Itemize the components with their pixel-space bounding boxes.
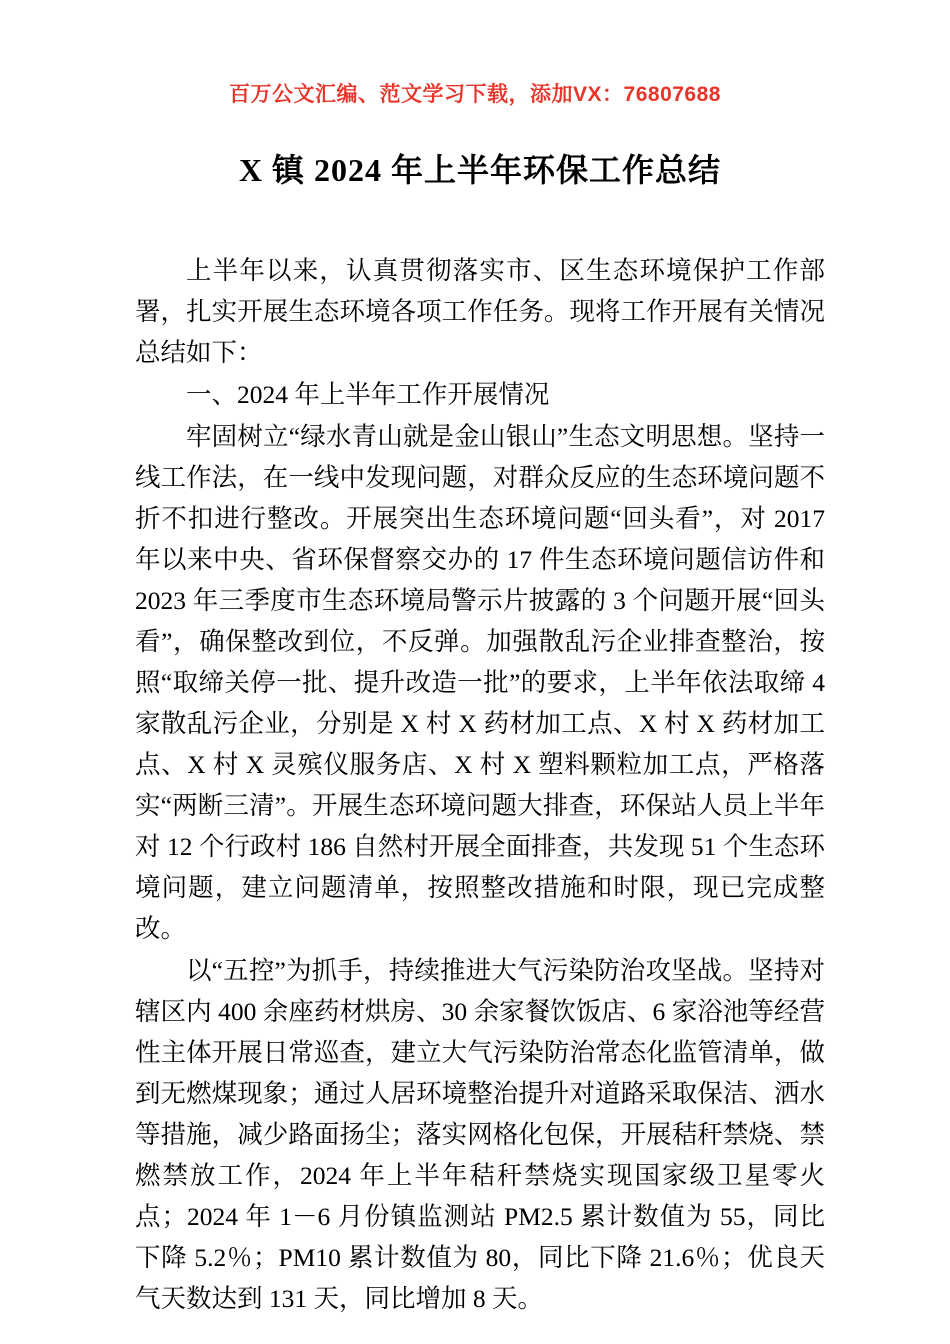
page-title: X 镇 2024 年上半年环保工作总结	[238, 152, 722, 188]
paragraph-3: 牢固树立“绿水青山就是金山银山”生态文明思想。坚持一线工作法，在一线中发现问题，对群众反应的生态环境问题不折不扣进行整改。开展突出生态环境问题“回头看”，对 2017 年以来中央、省环保督察交办的 17 件生态环境问题信访件和 2023 年三季度市生态环境局警示片披露的 3 个问题开展“回头看”，确保整改到位，不反弹。加强散乱污企业排查整治，按照“取缔关停一批、提升改造一批”的要求，上半年依法取缔 4 家散乱污企业，分别是 X 村 X 药材加工点、X 村 X 药材加工点、X 村 X 灵殡仪服务店、X 村 X 塑料颗粒加工点，严格落实“两断三清”。开展生态环境问题大排查，环保站人员上半年对 12 个行政村 186 自然村开展全面排查，共发现 51 个生态环境问题，建立问题清单，按照整改措施和时限，现已完成整改。	[135, 421, 825, 943]
watermark-text: 百万公文汇编、范文学习下载，添加VX：76807688	[229, 83, 721, 106]
paragraph-4: 以“五控”为抓手，持续推进大气污染防治攻坚战。坚持对辖区内 400 余座药材烘房、30 余家餐饮饭店、6 家浴池等经营性主体开展日常巡查，建立大气污染防治常态化监管清单，做到无燃煤现象；通过人居环境整治提升对道路采取保洁、洒水等措施，减少路面扬尘；落实网格化包保，开展秸秆禁烧、禁燃禁放工作，2024 年上半年秸秆禁烧实现国家级卫星零火点；2024 年 1－6 月份镇监测站 PM2.5 累计数值为 55，同比下降 5.2％；PM10 累计数值为 80，同比下降 21.6％；优良天气天数达到 131 天，同比增加 8 天。	[135, 955, 825, 1313]
paragraph-2-section-heading: 一、2024 年上半年工作开展情况	[186, 379, 550, 409]
document-content	[135, 150, 825, 1320]
paragraph-1: 上半年以来，认真贯彻落实市、区生态环境保护工作部署，扎实开展生态环境各项工作任务。现将工作开展有关情况总结如下：	[135, 255, 825, 367]
